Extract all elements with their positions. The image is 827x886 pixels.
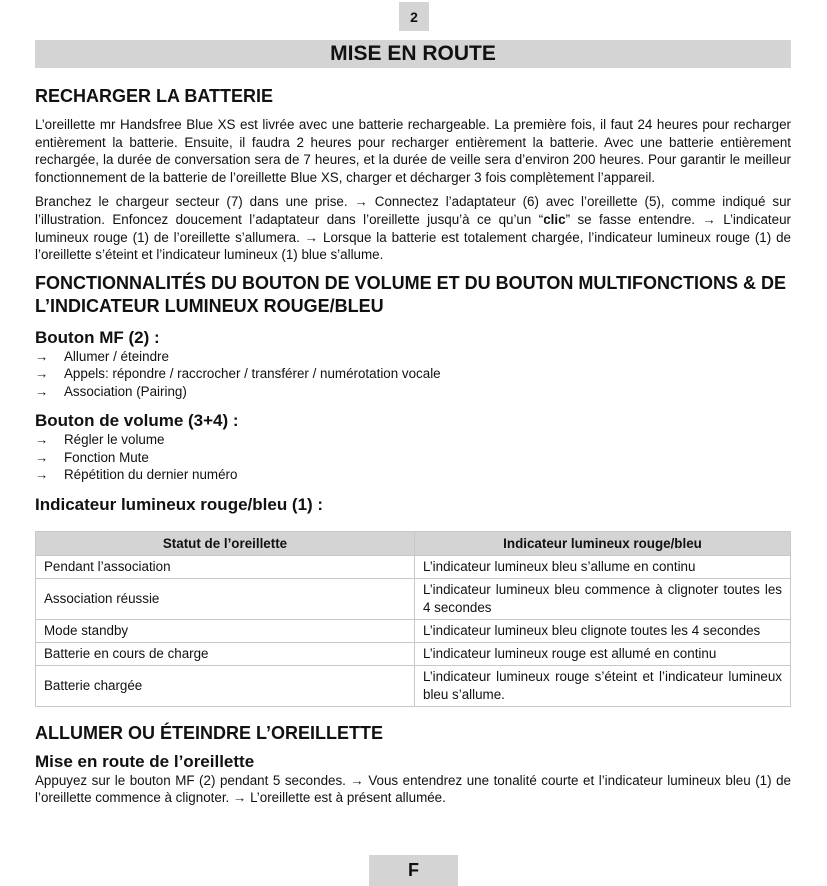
arrow-right-icon: → — [35, 348, 49, 364]
indicator-cell: L’indicateur lumineux bleu clignote toutes les 4 secondes — [415, 619, 791, 642]
status-cell: Association réussie — [36, 578, 415, 619]
section-title-power: ALLUMER OU ÉTEINDRE L’OREILLETTE — [35, 722, 384, 743]
table-row — [36, 578, 791, 619]
arrow-right-icon: → — [35, 366, 49, 382]
table-row — [36, 619, 791, 642]
list-item: → Fonction Mute — [35, 449, 149, 465]
column-header-indicator: Indicateur lumineux rouge/bleu — [415, 531, 791, 555]
table-row — [36, 665, 791, 706]
document-body — [35, 82, 791, 807]
indicator-status-table — [35, 531, 791, 707]
table-row — [36, 642, 791, 665]
list-item: → Allumer / éteindre — [35, 348, 169, 364]
status-cell: Batterie chargée — [36, 665, 415, 706]
battery-paragraph-2-start: Branchez le chargeur secteur (7) dans une prise. → Connectez l’adaptateur (6) avec l’oreillette (5), comme indiqué sur l’illustration. Enfoncez doucement l’adaptateur dans l’oreillette jusqu’à ce qu’un “ — [35, 194, 791, 227]
arrow-right-icon: → — [35, 383, 49, 399]
indicator-cell: L’indicateur lumineux rouge s’éteint et l’indicateur lumineux bleu s’allume. — [415, 665, 791, 706]
column-header-status: Statut de l’oreillette — [36, 531, 415, 555]
power-on-paragraph: Appuyez sur le bouton MF (2) pendant 5 secondes. → Vous entendrez une tonalité courte et l’indicateur lumineux bleu (1) de l’oreillette commence à clignoter. → L’oreillette est à présent allumée. — [35, 772, 791, 806]
indicator-cell: L’indicateur lumineux bleu commence à clignoter toutes les 4 secondes — [415, 578, 791, 619]
status-cell: Mode standby — [36, 619, 415, 642]
page-title: MISE EN ROUTE — [35, 40, 791, 68]
battery-paragraph-1: L’oreillette mr Handsfree Blue XS est livrée avec une batterie rechargeable. La première fois, il faut 24 heures pour recharger entièrement la batterie. Ensuite, il faudra 2 heures pour recharger entièrement la batterie. Avec une batterie entièrement rechargée, la durée de conversation sera de 7 heures, et la durée de veille sera d’environ 200 heures. Pour garantir le meilleur fonctionnement de la batterie de l’oreillette Blue XS, charger et décharger 3 fois complètement l’appareil. — [35, 117, 791, 185]
indicator-cell: L’indicateur lumineux bleu s’allume en continu — [415, 555, 791, 578]
mf-button-list — [35, 348, 791, 401]
indicator-heading: Indicateur lumineux rouge/bleu (1) : — [35, 494, 324, 514]
page-number: 2 — [399, 2, 429, 31]
arrow-right-icon: → — [35, 467, 49, 483]
battery-paragraph-2 — [35, 193, 791, 263]
list-item: → Régler le volume — [35, 432, 165, 448]
indicator-cell: L’indicateur lumineux rouge est allumé en continu — [415, 642, 791, 665]
table-header-row — [36, 531, 791, 555]
battery-paragraph-2-end: ” se fasse entendre. → L’indicateur lumineux rouge (1) de l’oreillette s’allumera. → Lorsque la batterie est totalement chargée, l’indicateur lumineux rouge (1) de l’oreillette s’éteint et l’indicateur lumineux (1) blue s’allume. — [35, 211, 791, 263]
table-row — [36, 555, 791, 578]
clic-word: clic — [543, 211, 566, 227]
section-title-functions: FONCTIONNALITÉS DU BOUTON DE VOLUME ET DU BOUTON MULTIFONCTIONS & DE L’INDICATEUR LUMINEUX ROUGE/BLEU — [35, 272, 786, 317]
mf-button-heading: Bouton MF (2) : — [35, 327, 160, 347]
list-item: → Appels: répondre / raccrocher / transférer / numérotation vocale — [35, 366, 441, 382]
status-cell: Pendant l’association — [36, 555, 415, 578]
volume-button-heading: Bouton de volume (3+4) : — [35, 411, 239, 431]
section-title-battery: RECHARGER LA BATTERIE — [35, 86, 273, 106]
arrow-right-icon: → — [35, 432, 49, 448]
status-cell: Batterie en cours de charge — [36, 642, 415, 665]
arrow-right-icon: → — [35, 449, 49, 465]
list-item: → Répétition du dernier numéro — [35, 467, 238, 483]
power-on-heading: Mise en route de l’oreillette — [35, 751, 255, 771]
list-item: → Association (Pairing) — [35, 383, 187, 399]
volume-button-list — [35, 431, 791, 484]
language-tab: F — [369, 855, 458, 886]
